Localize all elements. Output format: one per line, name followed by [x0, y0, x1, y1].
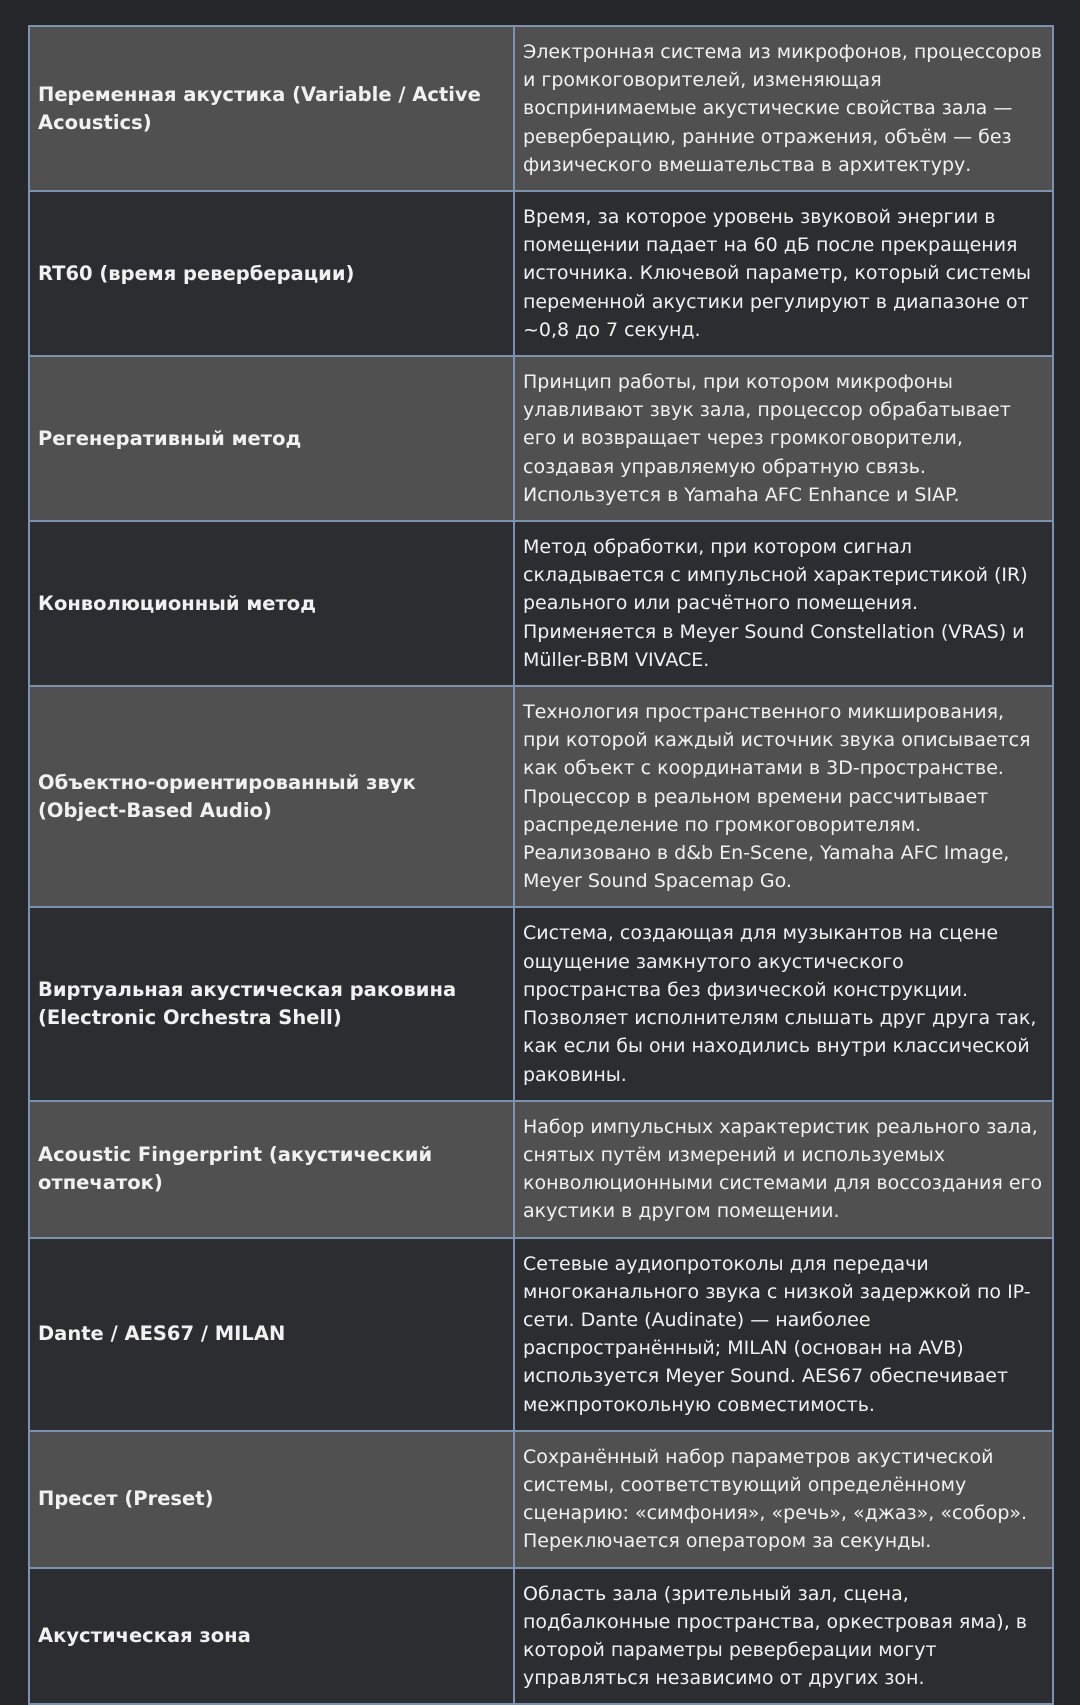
table-row — [29, 356, 1053, 521]
table-row — [29, 521, 1053, 686]
table-row — [29, 26, 1053, 191]
table-row — [29, 191, 1053, 356]
table-row — [29, 1431, 1053, 1568]
glossary-table — [28, 25, 1054, 1705]
definition-cell: Принцип работы, при котором микрофоны улавливают звук зала, процессор обрабатывает его и возвращает через громкоговорители, создавая управляемую обратную связь. Используется в Yamaha AFC Enhance и SIAP. — [514, 356, 1053, 521]
term-cell: Acoustic Fingerprint (акустический отпечаток) — [29, 1101, 514, 1238]
table-row — [29, 686, 1053, 907]
table-row — [29, 907, 1053, 1100]
definition-cell: Система, создающая для музыкантов на сцене ощущение замкнутого акустического пространства без физической конструкции. Позволяет исполнителям слышать друг друга так, как если бы они находились внутри классической раковины. — [514, 907, 1053, 1100]
definition-cell: Время, за которое уровень звуковой энергии в помещении падает на 60 дБ после прекращения источника. Ключевой параметр, который системы переменной акустики регулируют в диапазоне от ~0,8 до 7 секунд. — [514, 191, 1053, 356]
definition-cell: Сохранённый набор параметров акустической системы, соответствующий определённому сценарию: «симфония», «речь», «джаз», «собор». Переключается оператором за секунды. — [514, 1431, 1053, 1568]
table-row — [29, 1568, 1053, 1705]
definition-cell: Область зала (зрительный зал, сцена, подбалконные пространства, оркестровая яма), в которой параметры реверберации могут управляться независимо от других зон. — [514, 1568, 1053, 1705]
term-cell: Dante / AES67 / MILAN — [29, 1238, 514, 1431]
definition-cell: Сетевые аудиопротоколы для передачи многоканального звука с низкой задержкой по IP-сети. Dante (Audinate) — наиболее распространённый; MILAN (основан на AVB) используется Meyer Sound. AES67 обеспечивает межпротокольную совместимость. — [514, 1238, 1053, 1431]
definition-cell: Набор импульсных характеристик реального зала, снятых путём измерений и используемых конволюционными системами для воссоздания его акустики в другом помещении. — [514, 1101, 1053, 1238]
definition-cell: Технология пространственного микширования, при которой каждый источник звука описывается как объект с координатами в 3D-пространстве. Процессор в реальном времени рассчитывает распределение по громкоговорителям. Реализовано в d&b En-Scene, Yamaha AFC Image, Meyer Sound Spacemap Go. — [514, 686, 1053, 907]
table-row — [29, 1101, 1053, 1238]
term-cell: Пресет (Preset) — [29, 1431, 514, 1568]
term-cell: Акустическая зона — [29, 1568, 514, 1705]
term-cell: Регенеративный метод — [29, 356, 514, 521]
term-cell: Переменная акустика (Variable / Active Acoustics) — [29, 26, 514, 191]
definition-cell: Метод обработки, при котором сигнал складывается с импульсной характеристикой (IR) реального или расчётного помещения. Применяется в Meyer Sound Constellation (VRAS) и Müller-BBM VIVACE. — [514, 521, 1053, 686]
term-cell: Объектно-ориентированный звук (Object-Based Audio) — [29, 686, 514, 907]
table-row — [29, 1238, 1053, 1431]
term-cell: Виртуальная акустическая раковина (Electronic Orchestra Shell) — [29, 907, 514, 1100]
definition-cell: Электронная система из микрофонов, процессоров и громкоговорителей, изменяющая воспринимаемые акустические свойства зала — реверберацию, ранние отражения, объём — без физического вмешательства в архитектуру. — [514, 26, 1053, 191]
term-cell: RT60 (время реверберации) — [29, 191, 514, 356]
term-cell: Конволюционный метод — [29, 521, 514, 686]
